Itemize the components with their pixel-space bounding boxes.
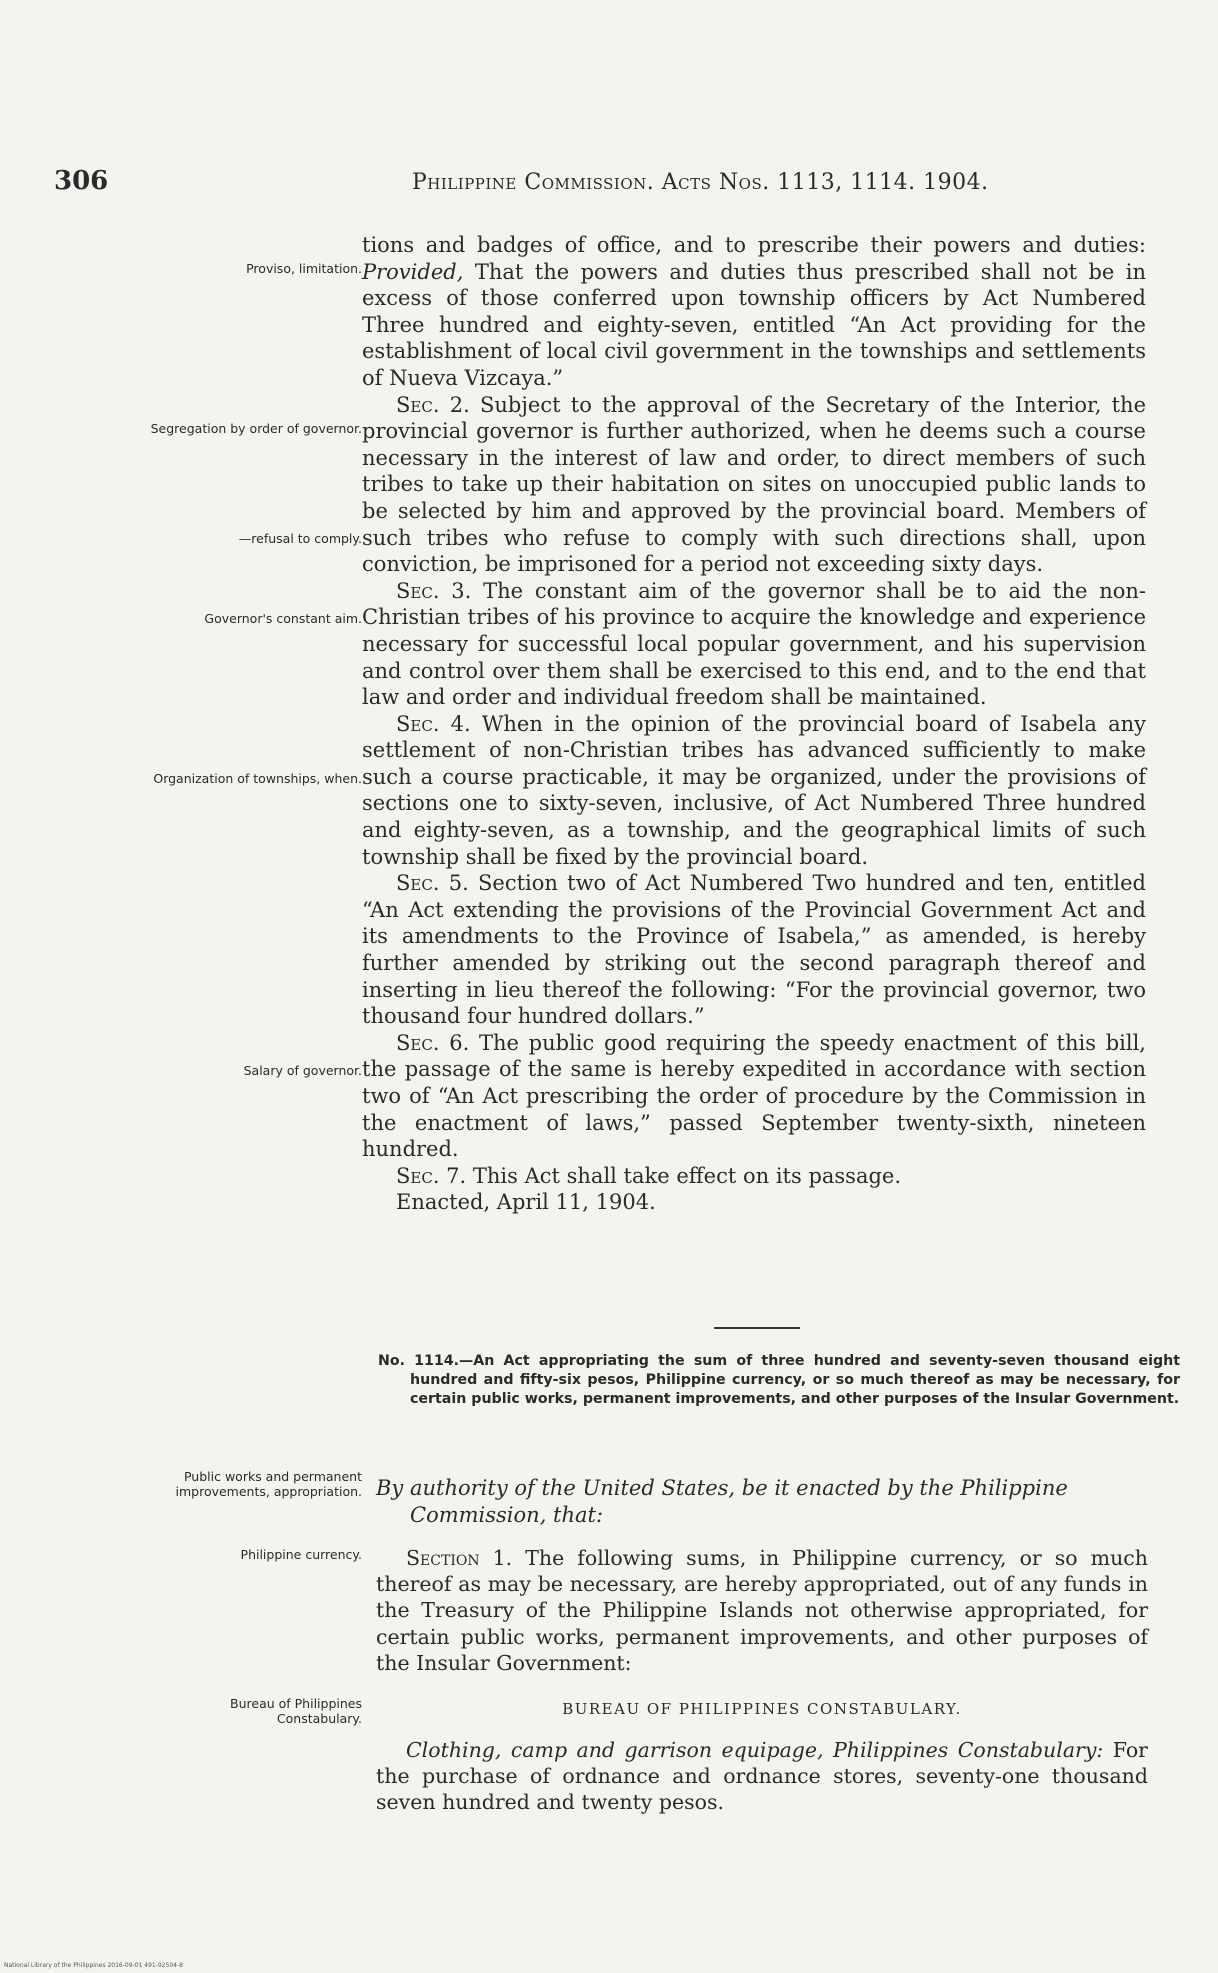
section-paragraph	[362, 1030, 1146, 1163]
section-text: The constant aim of the governor shall be to aid the non-Christian tribes of his province to acquire the knowledge and experience necessary for successful local popular government, and his supervision and control over them shall be exercised to this end, and to the end that law and order and individual freedom shall be maintained.	[362, 578, 1146, 710]
margin-note-proviso: Proviso, limitation.	[246, 261, 362, 276]
margin-note-segregation: Segregation by order of governor.	[150, 421, 362, 436]
section-paragraph	[362, 711, 1146, 871]
scan-source-line: National Library of the Philippines 2016-09-01 491-92504-8	[4, 1962, 183, 1969]
act-1113-body	[362, 232, 1146, 1216]
section-paragraph	[362, 870, 1146, 1030]
page-number: 306	[54, 166, 109, 196]
margin-note-salary: Salary of governor.	[243, 1063, 362, 1078]
section-text: This Act shall take effect on its passage.	[466, 1163, 902, 1188]
provided-lead: Provided,	[362, 259, 464, 284]
margin-note-public-works: Public works and permanent improvements, appropriation.	[175, 1469, 362, 1499]
enacting-clause: By authority of the United States, be it enacted by the Philippine Commission, that:	[376, 1476, 1068, 1527]
section-1-text: The following sums, in Philippine currency, or so much thereof as may be necessary, are hereby appropriated, out of any funds in the Treasury of the Philippine Islands not otherwise appropriated, for certain public works, permanent improvements, and other purposes of the Insular Government:	[376, 1546, 1148, 1675]
margin-note-refusal: —refusal to comply.	[238, 531, 362, 546]
act-1114-title: No. 1114.—An Act appropriating the sum of three hundred and seventy-seven thousand eight hundred and fifty-six pesos, Philippine currency, or so much thereof as may be necessary, for certain public works, permanent improvements, and other purposes of the Insular Government.	[378, 1353, 1180, 1407]
continuation-paragraph	[362, 232, 1146, 392]
section-label: Sec. 6.	[396, 1030, 470, 1055]
margin-note-governor-aim: Governor's constant aim.	[204, 611, 362, 626]
enacted-line: Enacted, April 11, 1904.	[396, 1190, 656, 1215]
section-paragraph	[362, 1163, 1146, 1190]
section-text: When in the opinion of the provincial board of Isabela any settlement of non-Christian tribes has advanced sufficiently to make such a course practicable, it may be organized, under the provisions of sections one to sixty-seven, inclusive, of Act Numbered Three hundred and eighty-seven, as a township, and the geographical limits of such township shall be fixed by the provincial board.	[362, 711, 1146, 869]
continuation-text: tions and badges of office, and to prescribe their powers and duties:	[362, 233, 1146, 257]
section-text: Subject to the approval of the Secretary of the Interior, the provincial governor is further authorized, when he deems such a course necessary in the interest of law and order, to direct members of such tribes to take up their habitation on sites on unoccupied public lands to be selected by him and approved by the provincial board. Members of such tribes who refuse to comply with such directions shall, upon conviction, be imprisoned for a period not exceeding sixty days.	[362, 392, 1147, 577]
section-label: Sec. 2.	[396, 392, 470, 417]
section-1-label: Section 1.	[406, 1546, 513, 1570]
section-text: The public good requiring the speedy enactment of this bill, the passage of the same is hereby expedited in accordance with section two of “An Act prescribing the order of procedure by the Commission in the enactment of laws,” passed September twenty-sixth, nineteen hundred.	[362, 1030, 1146, 1162]
running-head: Philippine Commission. Acts Nos. 1113, 1114. 1904.	[412, 170, 989, 195]
item-text: For the purchase of ordnance and ordnance stores, seventy-one thousand seven hundred and twenty pesos.	[376, 1738, 1148, 1815]
section-label: Sec. 7.	[396, 1163, 467, 1188]
section-1-paragraph	[376, 1545, 1148, 1676]
section-label: Sec. 4.	[396, 711, 471, 736]
bureau-heading: BUREAU OF PHILIPPINES CONSTABULARY.	[562, 1700, 962, 1718]
section-label: Sec. 3.	[396, 578, 472, 603]
appropriation-item	[376, 1737, 1148, 1816]
margin-note-organization: Organization of townships, when.	[153, 771, 362, 786]
section-paragraph	[362, 392, 1146, 578]
item-lead: Clothing, camp and garrison equipage, Philippines Constabulary:	[406, 1738, 1104, 1762]
section-label: Sec. 5.	[396, 871, 469, 896]
margin-note-bureau: Bureau of Philippines Constabulary.	[230, 1696, 362, 1726]
provided-text: That the powers and duties thus prescribed shall not be in excess of those conferred upon township officers by Act Numbered Three hundred and eighty-seven, entitled “An Act providing for the establishment of local civil government in the townships and settlements of Nueva Vizcaya.”	[362, 259, 1146, 390]
margin-note-currency: Philippine currency.	[240, 1547, 362, 1562]
section-text: Section two of Act Numbered Two hundred and ten, entitled “An Act extending the provisions of the Provincial Government Act and its amendments to the Province of Isabela,” as amended, is hereby further amended by striking out the second paragraph thereof and inserting in lieu thereof the following: “For the provincial governor, two thousand four hundred dollars.”	[362, 871, 1146, 1029]
section-paragraph	[362, 578, 1146, 711]
page-header	[40, 166, 1120, 206]
section-divider	[714, 1327, 800, 1329]
